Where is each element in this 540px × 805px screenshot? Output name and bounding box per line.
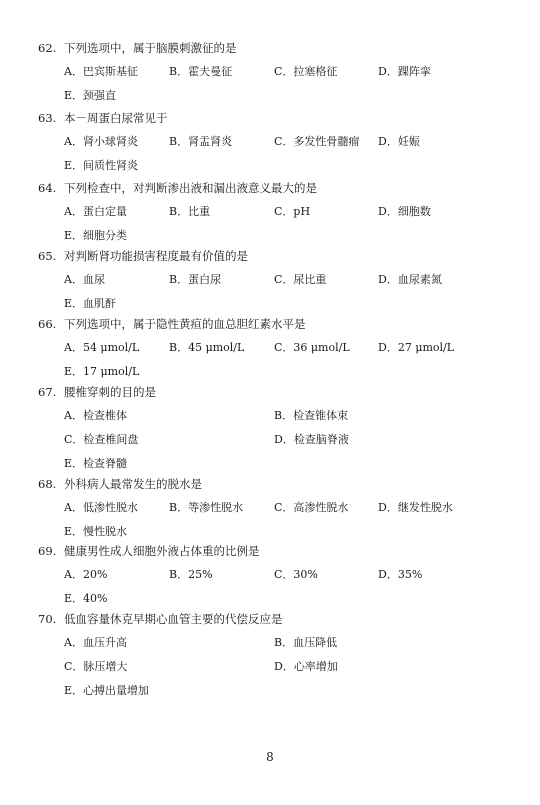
question-text: 低血容量休克早期心血管主要的代偿反应是 [64, 612, 283, 626]
option-b: B．蛋白尿 [169, 273, 222, 286]
question-text: 健康男性成人细胞外液占体重的比例是 [64, 544, 260, 558]
option-c: C．36 μmol/L [274, 341, 350, 354]
question-70 [38, 611, 518, 699]
question-69 [38, 543, 518, 607]
option-a: A．54 μmol/L [64, 341, 140, 354]
question-62 [38, 40, 518, 104]
question-stem [38, 384, 518, 400]
question-text: 下列选项中，属于脑膜刺激征的是 [64, 41, 237, 55]
option-a: A．低渗性脱水 [64, 501, 138, 514]
option-d: D．继发性脱水 [378, 501, 453, 514]
option-a: A．检查椎体 [64, 409, 127, 422]
question-stem [38, 40, 518, 56]
question-64 [38, 180, 518, 244]
question-number: 65. [38, 249, 57, 263]
option-c: C．检查椎间盘 [64, 433, 139, 446]
option-d: D．细胞数 [378, 205, 431, 218]
question-text: 本－周蛋白尿常见于 [64, 111, 168, 125]
option-e: E．颈强直 [64, 89, 117, 102]
option-a: A．蛋白定量 [64, 205, 127, 218]
question-number: 63. [38, 111, 57, 125]
option-d: D．踝阵挛 [378, 65, 431, 78]
question-text: 外科病人最常发生的脱水是 [64, 477, 202, 491]
question-stem [38, 248, 518, 264]
question-65 [38, 248, 518, 312]
question-68 [38, 476, 518, 540]
option-d: D．27 μmol/L [378, 341, 455, 354]
page-number: 8 [266, 750, 274, 764]
question-text: 腰椎穿刺的目的是 [64, 385, 156, 399]
question-stem [38, 611, 518, 627]
option-b: B．45 μmol/L [169, 341, 245, 354]
option-e: E．细胞分类 [64, 229, 128, 242]
question-stem [38, 180, 518, 196]
option-b: B．检查锥体束 [274, 409, 349, 422]
question-stem [38, 543, 518, 559]
question-text: 下列检查中，对判断渗出液和漏出液意义最大的是 [64, 181, 317, 195]
question-number: 67. [38, 385, 57, 399]
option-b: B．血压降低 [274, 636, 338, 649]
question-stem [38, 476, 518, 492]
question-text: 对判断肾功能损害程度最有价值的是 [64, 249, 248, 263]
option-b: B．霍夫曼征 [169, 65, 233, 78]
option-d: D．35% [378, 568, 423, 581]
option-b: B．肾盂肾炎 [169, 135, 233, 148]
question-67 [38, 384, 518, 472]
option-e: E．慢性脱水 [64, 525, 128, 538]
option-a: A．20% [64, 568, 108, 581]
option-e: E．血肌酐 [64, 297, 117, 310]
question-66 [38, 316, 518, 380]
option-c: C．脉压增大 [64, 660, 128, 673]
question-number: 70. [38, 612, 57, 626]
question-63 [38, 110, 518, 174]
option-e: E．40% [64, 592, 108, 605]
option-a: A．血尿 [64, 273, 105, 286]
question-number: 62. [38, 41, 57, 55]
option-e: E．间质性肾炎 [64, 159, 139, 172]
option-c: C．pH [274, 205, 311, 218]
option-b: B．25% [169, 568, 213, 581]
option-a: A．巴宾斯基征 [64, 65, 138, 78]
option-e: E．心搏出量增加 [64, 684, 150, 697]
option-a: A．血压升高 [64, 636, 127, 649]
question-text: 下列选项中，属于隐性黄疸的血总胆红素水平是 [64, 317, 306, 331]
question-number: 66. [38, 317, 57, 331]
question-stem [38, 316, 518, 332]
option-c: C．30% [274, 568, 318, 581]
question-number: 68. [38, 477, 57, 491]
question-stem [38, 110, 518, 126]
option-d: D．心率增加 [274, 660, 338, 673]
option-a: A．肾小球肾炎 [64, 135, 138, 148]
question-number: 64. [38, 181, 57, 195]
option-c: C．拉塞格征 [274, 65, 338, 78]
option-d: D．血尿素氮 [378, 273, 442, 286]
option-c: C．尿比重 [274, 273, 327, 286]
option-e: E．检查脊髓 [64, 457, 128, 470]
option-c: C．多发性骨髓瘤 [274, 135, 360, 148]
option-e: E．17 μmol/L [64, 365, 140, 378]
option-c: C．高渗性脱水 [274, 501, 349, 514]
option-d: D．检查脑脊液 [274, 433, 349, 446]
option-d: D．妊娠 [378, 135, 420, 148]
option-b: B．等渗性脱水 [169, 501, 244, 514]
question-number: 69. [38, 544, 57, 558]
option-b: B．比重 [169, 205, 211, 218]
